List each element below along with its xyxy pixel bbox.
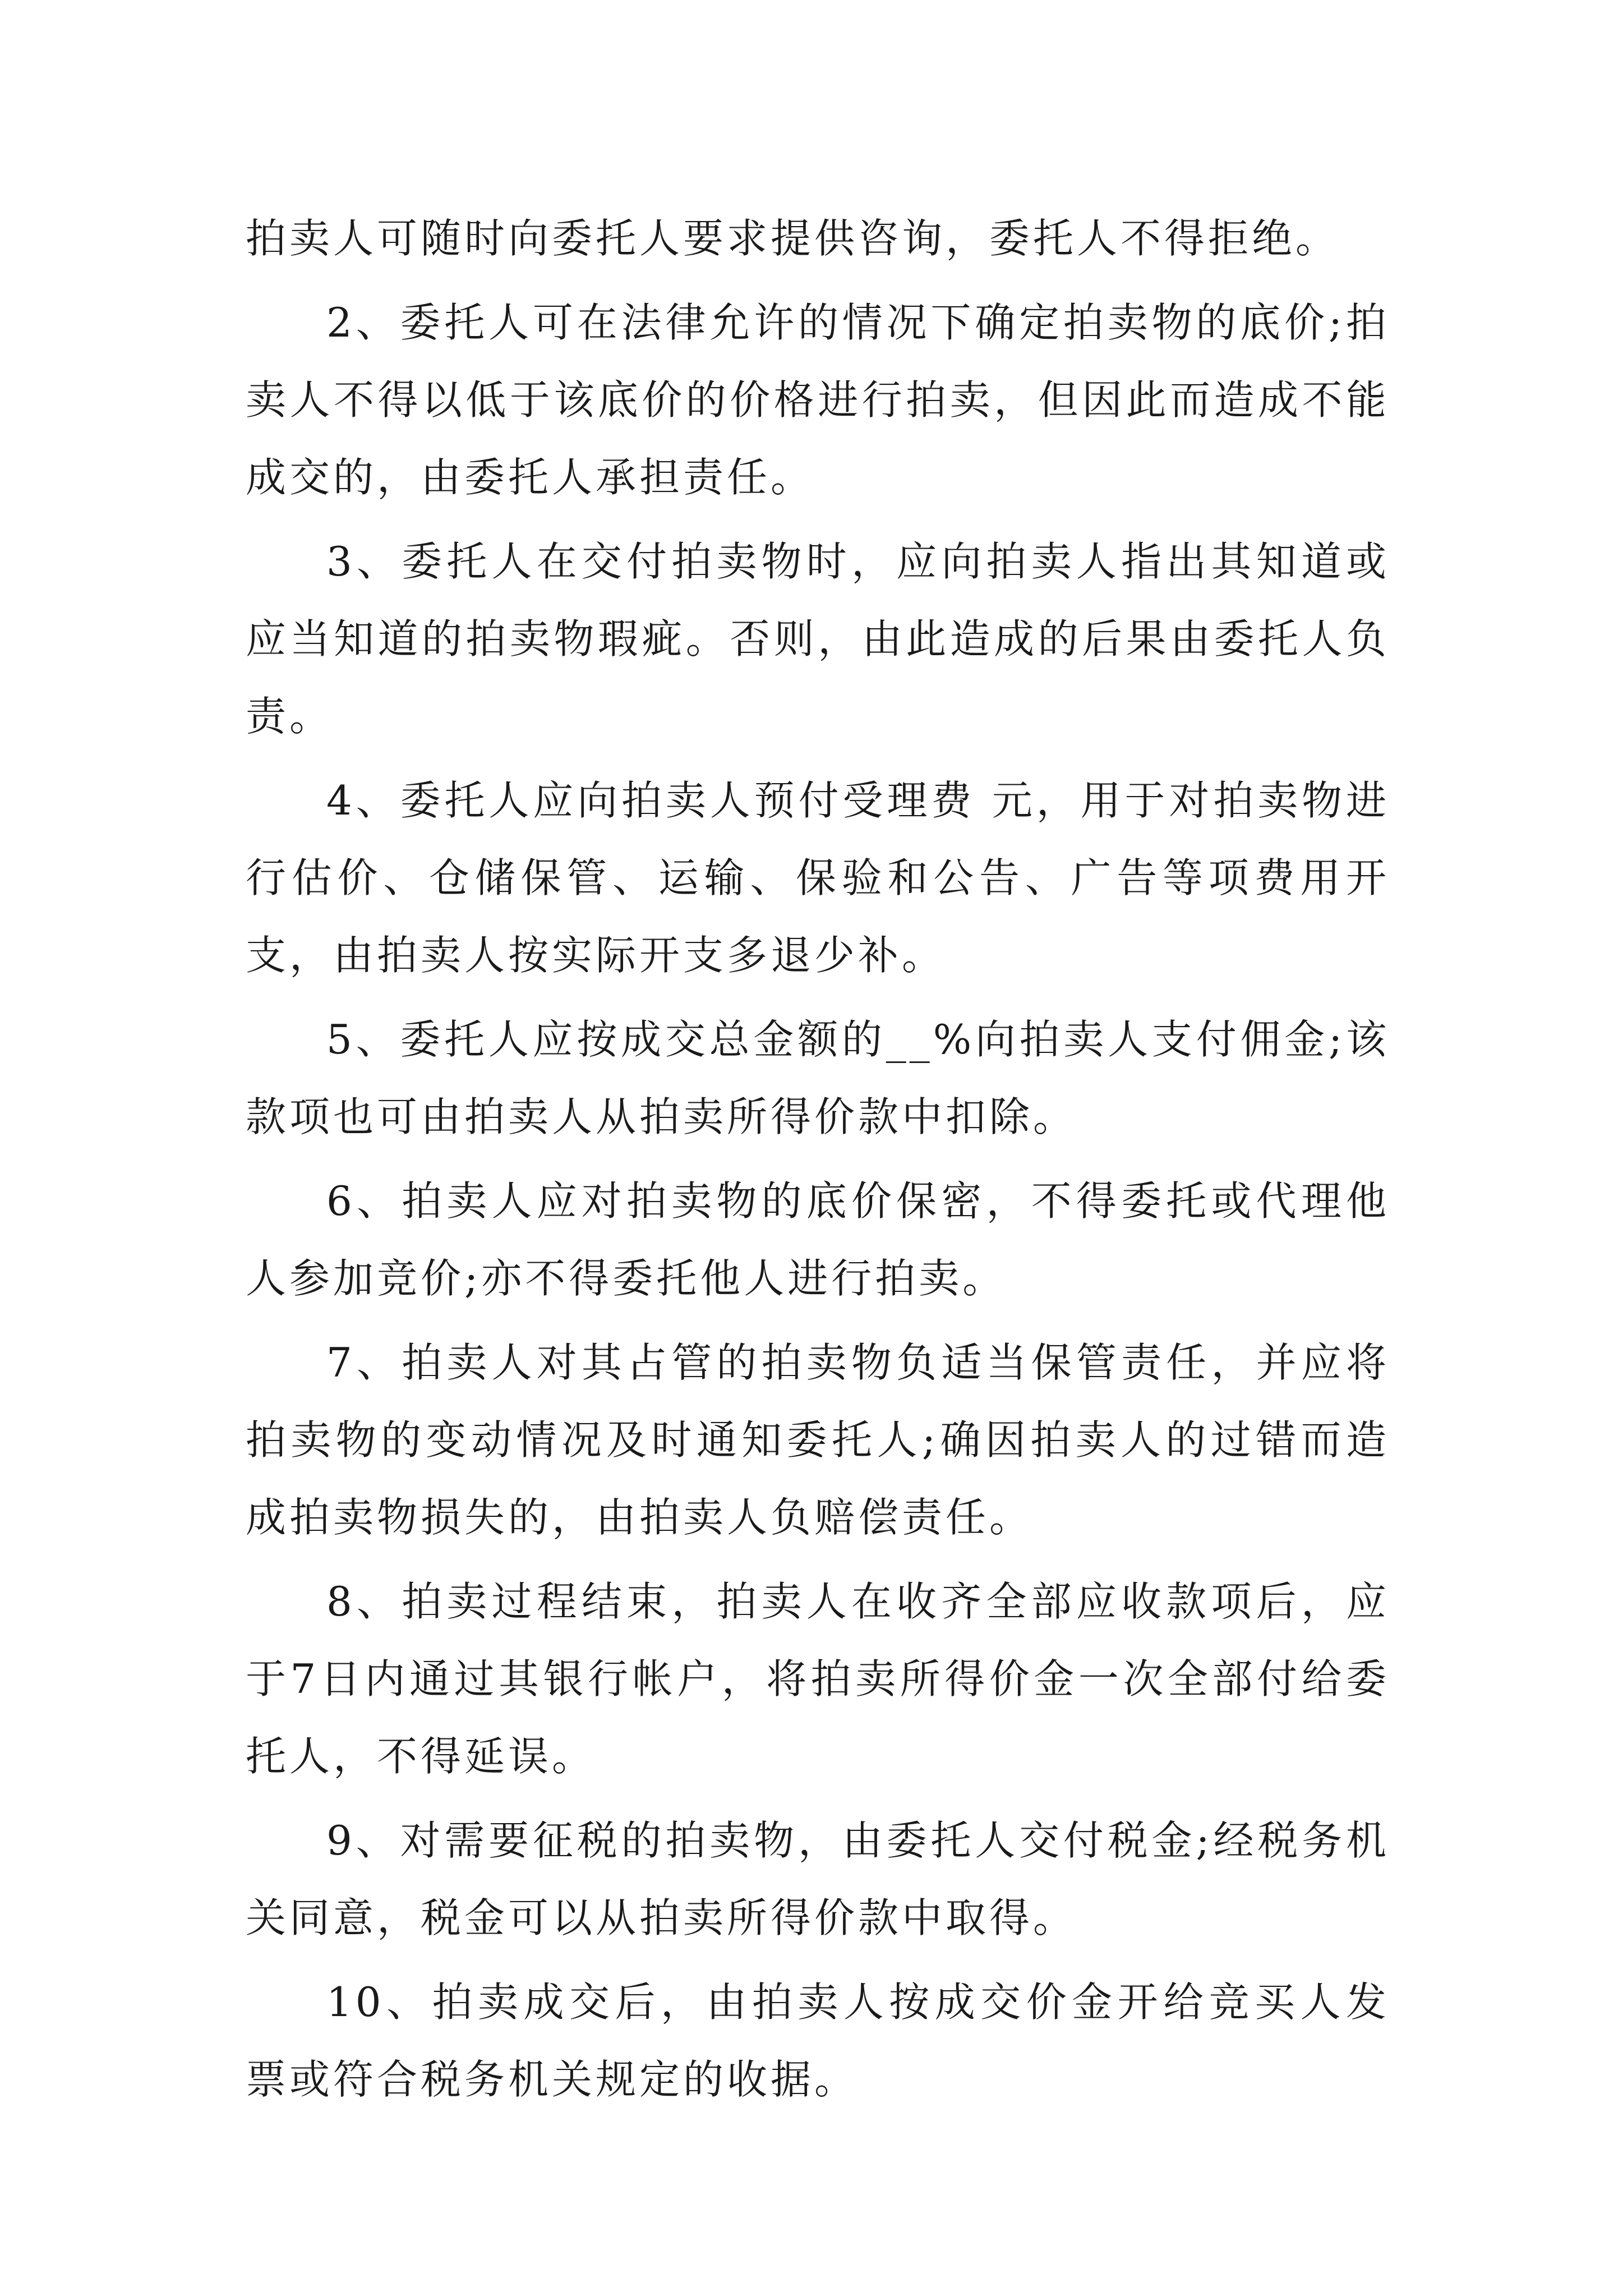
- paragraph-clause-2: 2、委托人可在法律允许的情况下确定拍卖物的底价;拍卖人不得以低于该底价的价格进行拍卖，但因此而造成不能成交的，由委托人承担责任。: [246, 299, 1390, 501]
- paragraph-clause-7: 7、拍卖人对其占管的拍卖物负适当保管责任，并应将拍卖物的变动情况及时通知委托人;确因拍卖人的过错而造成拍卖物损失的，由拍卖人负赔偿责任。: [246, 1339, 1390, 1541]
- paragraph-clause-6: 6、拍卖人应对拍卖物的底价保密，不得委托或代理他人参加竞价;亦不得委托他人进行拍卖。: [246, 1177, 1390, 1302]
- paragraph-clause-3: 3、委托人在交付拍卖物时，应向拍卖人指出其知道或应当知道的拍卖物瑕疵。否则，由此造成的后果由委托人负责。: [246, 538, 1390, 740]
- document-body: [246, 200, 1390, 2118]
- paragraph-clause-4: 4、委托人应向拍卖人预付受理费 元，用于对拍卖物进行估价、仓储保管、运输、保验和公告、广告等项费用开支，由拍卖人按实际开支多退少补。: [246, 777, 1390, 979]
- paragraph-clause-5: 5、委托人应按成交总金额的__%向拍卖人支付佣金;该款项也可由拍卖人从拍卖所得价款中扣除。: [246, 1016, 1390, 1140]
- paragraph-clause-8: 8、拍卖过程结束，拍卖人在收齐全部应收款项后，应于7日内通过其银行帐户，将拍卖所得价金一次全部付给委托人，不得延误。: [246, 1578, 1390, 1780]
- paragraph-consultation: 拍卖人可随时向委托人要求提供咨询，委托人不得拒绝。: [246, 215, 1340, 262]
- paragraph-clause-10: 10、拍卖成交后，由拍卖人按成交价金开给竞买人发票或符合税务机关规定的收据。: [246, 1978, 1390, 2103]
- paragraph-clause-9: 9、对需要征税的拍卖物，由委托人交付税金;经税务机关同意，税金可以从拍卖所得价款中取得。: [246, 1817, 1390, 1941]
